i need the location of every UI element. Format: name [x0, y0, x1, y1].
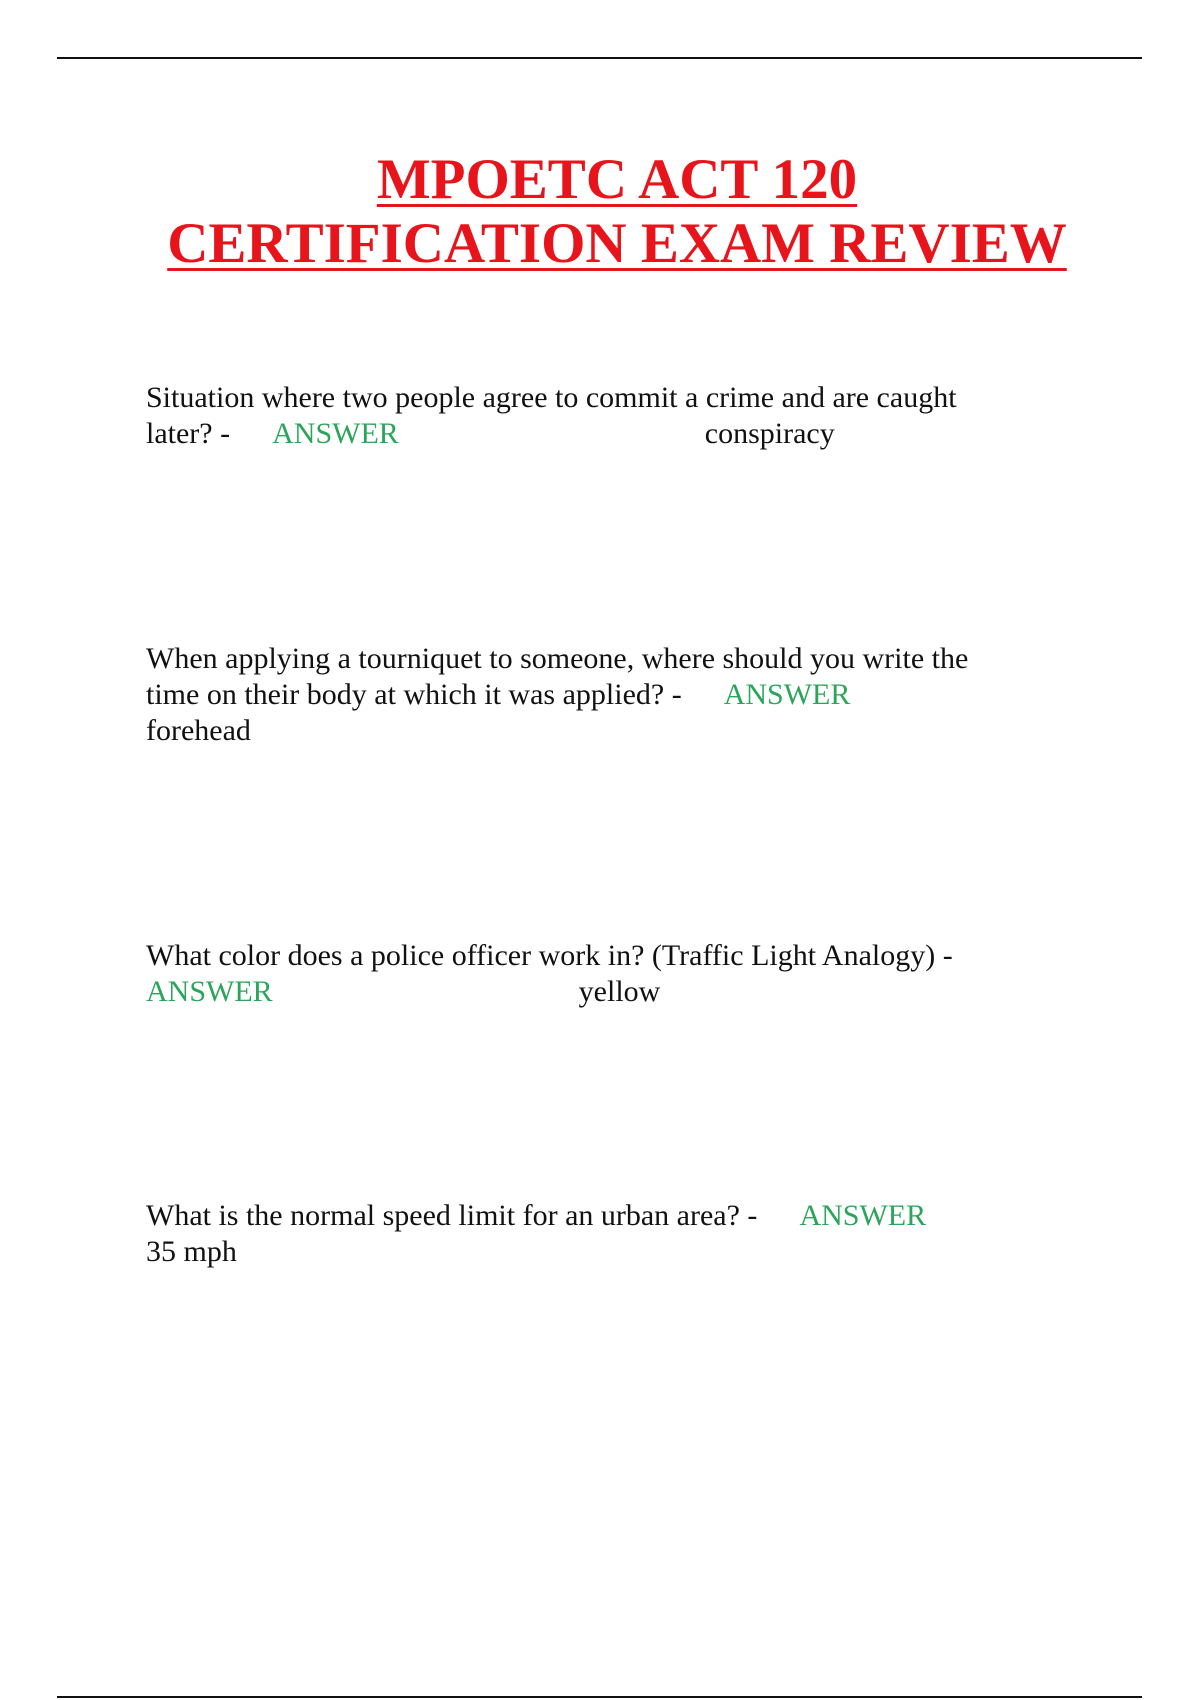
- qa-item-3: [146, 938, 1046, 1010]
- question-text-cont: time on their body at which it was applied? -: [146, 678, 682, 711]
- top-rule: [57, 57, 1142, 59]
- question-text-cont: later? -: [146, 417, 231, 450]
- title-line-1: MPOETC ACT 120: [376, 148, 858, 211]
- answer-label: ANSWER: [799, 1199, 927, 1232]
- qa-item-2: [146, 641, 1046, 749]
- answer-text: conspiracy: [704, 417, 835, 450]
- bottom-rule: [57, 1696, 1142, 1698]
- title-line-2: CERTIFICATION EXAM REVIEW: [167, 212, 1067, 275]
- qa-item-4: [146, 1198, 1046, 1270]
- answer-text: forehead: [146, 714, 251, 747]
- answer-text: 35 mph: [146, 1235, 237, 1268]
- answer-label: ANSWER: [146, 975, 273, 1008]
- qa-item-1: [146, 380, 1046, 452]
- answer-label: ANSWER: [272, 417, 399, 450]
- document-title: [0, 148, 1200, 276]
- question-text: When applying a tourniquet to someone, where should you write the: [146, 642, 969, 675]
- question-text: What color does a police officer work in? (Traffic Light Analogy) -: [146, 939, 953, 972]
- answer-label: ANSWER: [723, 678, 851, 711]
- question-text: What is the normal speed limit for an urban area? -: [146, 1199, 758, 1232]
- question-text: Situation where two people agree to commit a crime and are caught: [146, 381, 957, 414]
- answer-text: yellow: [578, 975, 661, 1008]
